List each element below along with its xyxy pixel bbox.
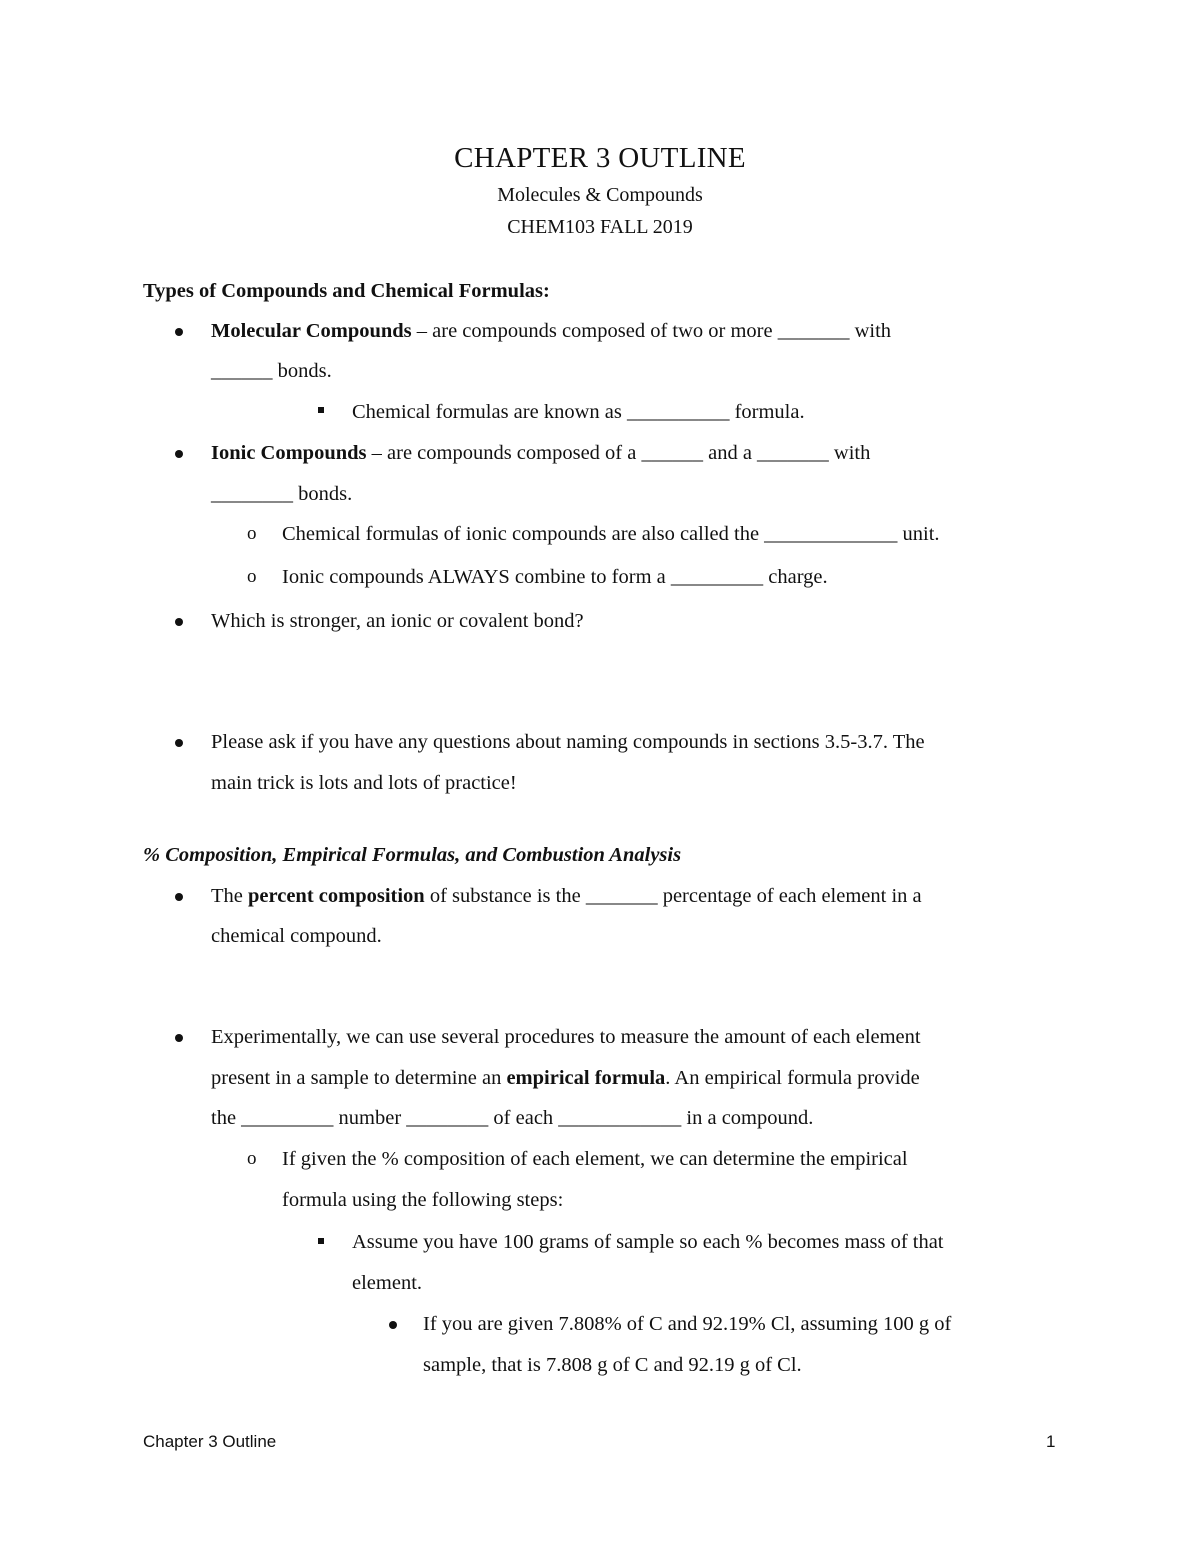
footer-title: Chapter 3 Outline bbox=[143, 1432, 277, 1451]
section-heading-types: Types of Compounds and Chemical Formulas: bbox=[143, 280, 550, 302]
ionic-definition: – are compounds composed of a ______ and a _______ with bbox=[366, 442, 871, 464]
molecular-compounds-line bbox=[211, 317, 891, 345]
percent-composition-line2: chemical compound. bbox=[211, 925, 382, 947]
section-heading-composition: % Composition, Empirical Formulas, and Combustion Analysis bbox=[143, 844, 682, 866]
empirical-line2 bbox=[211, 1064, 920, 1092]
bullet-disc-icon bbox=[175, 618, 183, 626]
molecular-term: Molecular Compounds bbox=[211, 320, 412, 342]
ionic-compounds-line2: ________ bonds. bbox=[211, 483, 353, 505]
empirical-sub-line1: If given the % composition of each element, we can determine the empirical bbox=[282, 1148, 908, 1170]
example-line2: sample, that is 7.808 g of C and 92.19 g of Cl. bbox=[423, 1354, 802, 1376]
molecular-definition: – are compounds composed of two or more _______ with bbox=[411, 320, 892, 342]
bullet-circle-icon: o bbox=[247, 1148, 257, 1169]
bullet-circle-icon: o bbox=[247, 523, 257, 544]
ionic-sub-line1: Chemical formulas of ionic compounds are also called the _____________ unit. bbox=[282, 523, 940, 545]
molecular-compounds-line2: ______ bonds. bbox=[211, 360, 332, 382]
bullet-disc-icon bbox=[175, 1034, 183, 1042]
bullet-square-icon bbox=[318, 1238, 324, 1244]
bullet-square-icon bbox=[318, 407, 324, 413]
empirical-post: . An empirical formula provide bbox=[665, 1067, 920, 1089]
ionic-compounds-line bbox=[211, 439, 870, 467]
bullet-disc-icon bbox=[175, 450, 183, 458]
naming-line2: main trick is lots and lots of practice! bbox=[211, 772, 517, 794]
bullet-disc-icon bbox=[175, 328, 183, 336]
bond-question: Which is stronger, an ionic or covalent bond? bbox=[211, 610, 584, 632]
page-subtitle: Molecules & Compounds bbox=[497, 184, 703, 206]
bullet-circle-icon: o bbox=[247, 566, 257, 587]
page-number: 1 bbox=[1046, 1432, 1056, 1451]
page-title: CHAPTER 3 OUTLINE bbox=[454, 142, 746, 174]
step-line2: element. bbox=[352, 1272, 423, 1294]
empirical-term: empirical formula bbox=[506, 1067, 666, 1089]
ionic-term: Ionic Compounds bbox=[211, 442, 367, 464]
example-line1: If you are given 7.808% of C and 92.19% Cl, assuming 100 g of bbox=[423, 1313, 952, 1335]
empirical-line1: Experimentally, we can use several procedures to measure the amount of each element bbox=[211, 1026, 921, 1048]
naming-line1: Please ask if you have any questions about naming compounds in sections 3.5-3.7. The bbox=[211, 731, 925, 753]
percent-post: of substance is the _______ percentage of each element in a bbox=[424, 885, 922, 907]
empirical-pre: present in a sample to determine an bbox=[211, 1067, 507, 1089]
empirical-sub-line2: formula using the following steps: bbox=[282, 1189, 564, 1211]
bullet-disc-icon bbox=[175, 739, 183, 747]
molecular-sub-line: Chemical formulas are known as __________ formula. bbox=[352, 401, 805, 423]
step-line1: Assume you have 100 grams of sample so each % becomes mass of that bbox=[352, 1231, 944, 1253]
ionic-sub-line2: Ionic compounds ALWAYS combine to form a _________ charge. bbox=[282, 566, 828, 588]
percent-term: percent composition bbox=[248, 885, 425, 907]
percent-composition-line bbox=[211, 882, 922, 910]
bullet-disc-icon bbox=[175, 893, 183, 901]
empirical-line3: the _________ number ________ of each ____________ in a compound. bbox=[211, 1107, 814, 1129]
bullet-disc-icon bbox=[389, 1321, 397, 1329]
course-label: CHEM103 FALL 2019 bbox=[507, 216, 693, 238]
percent-pre: The bbox=[211, 885, 248, 907]
